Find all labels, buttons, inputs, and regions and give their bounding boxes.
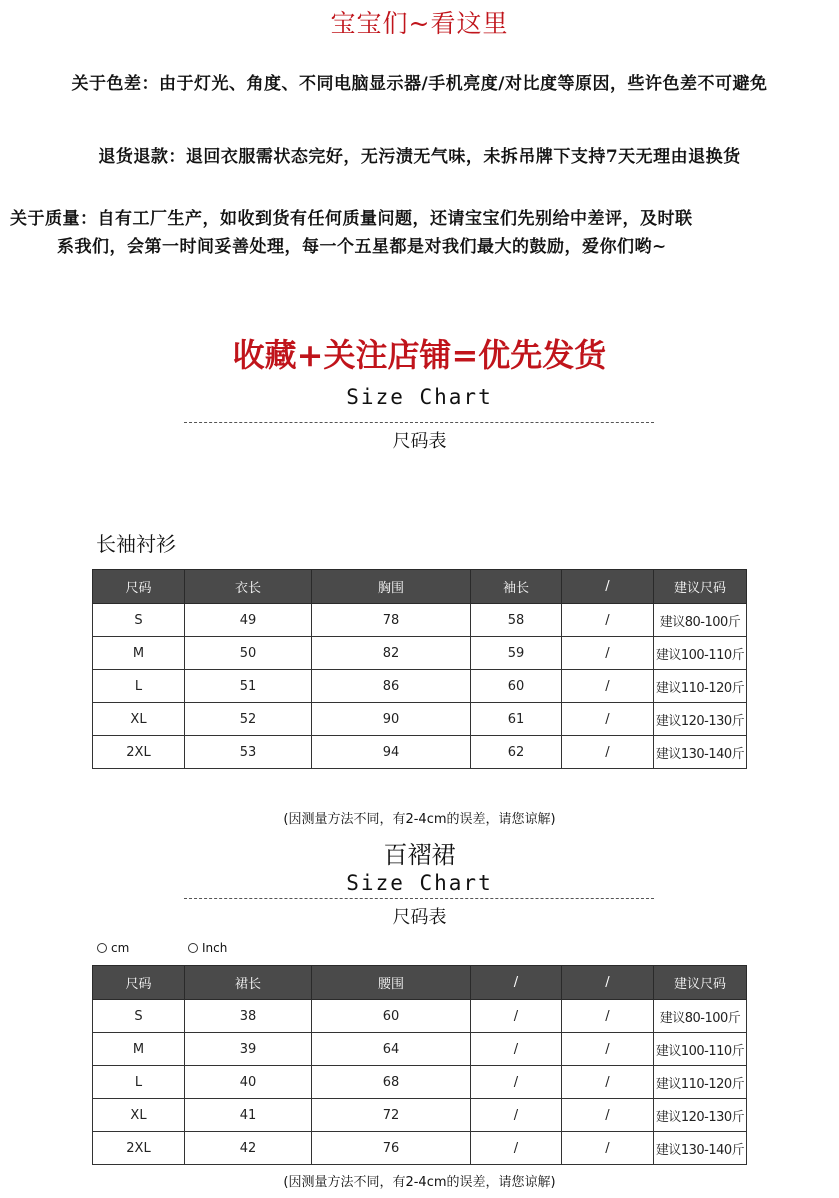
table-cell: /: [471, 1033, 562, 1066]
table-cell: 39: [185, 1033, 312, 1066]
table-cell: 建议100-110斤: [654, 637, 747, 670]
unit-option-label: cm: [111, 941, 130, 955]
header-cell: 尺码: [93, 570, 185, 604]
table-cell: 62: [471, 736, 562, 769]
table-cell: 2XL: [93, 1132, 185, 1165]
table-cell: /: [562, 604, 654, 637]
table-cell: 49: [185, 604, 312, 637]
notice-quality-line2: 系我们，会第一时间妥善处理，每一个五星都是对我们最大的鼓励，爱你们哟~: [57, 237, 667, 257]
unit-option-label: Inch: [202, 941, 228, 955]
table-row: [93, 1132, 747, 1165]
table-cell: L: [93, 670, 185, 703]
notice-color-difference: 关于色差：由于灯光、角度、不同电脑显示器/手机亮度/对比度等原因，些许色差不可避免: [71, 74, 768, 94]
table-cell: M: [93, 1033, 185, 1066]
size-chart-title-en: Size Chart: [346, 385, 493, 409]
table-header-row: [93, 966, 747, 1000]
header-cell: 尺码: [93, 966, 185, 1000]
table-cell: 建议80-100斤: [654, 604, 747, 637]
page-title: 宝宝们~看这里: [330, 9, 509, 38]
table-cell: 42: [185, 1132, 312, 1165]
header-cell: 腰围: [312, 966, 471, 1000]
table-cell: 建议110-120斤: [654, 670, 747, 703]
table-cell: 38: [185, 1000, 312, 1033]
skirt-size-chart-title-cn: 尺码表: [392, 907, 447, 928]
table-cell: 2XL: [93, 736, 185, 769]
table-row: [93, 736, 747, 769]
header-cell: 胸围: [312, 570, 471, 604]
table-row: [93, 1099, 747, 1132]
table-cell: 68: [312, 1066, 471, 1099]
table-cell: XL: [93, 1099, 185, 1132]
shirt-measurement-note: (因测量方法不同，有2-4cm的误差，请您谅解): [283, 812, 556, 827]
table-cell: M: [93, 637, 185, 670]
promo-banner: 收藏+关注店铺=优先发货: [232, 336, 607, 374]
table-cell: /: [562, 1099, 654, 1132]
table-cell: /: [562, 670, 654, 703]
table-cell: 建议120-130斤: [654, 1099, 747, 1132]
table-cell: /: [471, 1066, 562, 1099]
table-row: [93, 1033, 747, 1066]
table-row: [93, 670, 747, 703]
notice-quality-line1: 关于质量：自有工厂生产，如收到货有任何质量问题，还请宝宝们先别给中差评，及时联: [10, 209, 693, 229]
header-cell: /: [471, 966, 562, 1000]
skirt-size-chart-title-en: Size Chart: [346, 871, 493, 895]
table-cell: 82: [312, 637, 471, 670]
header-cell: /: [562, 570, 654, 604]
table-row: [93, 1066, 747, 1099]
table-cell: /: [471, 1000, 562, 1033]
table-cell: 76: [312, 1132, 471, 1165]
table-cell: /: [562, 1066, 654, 1099]
table-cell: 72: [312, 1099, 471, 1132]
table-cell: /: [562, 703, 654, 736]
divider: [184, 422, 654, 423]
table-cell: /: [471, 1132, 562, 1165]
unit-option-cm[interactable]: [97, 941, 129, 955]
header-cell: 建议尺码: [654, 966, 747, 1000]
table-row: [93, 703, 747, 736]
table-cell: 94: [312, 736, 471, 769]
header-cell: 裙长: [185, 966, 312, 1000]
table-cell: 90: [312, 703, 471, 736]
table-cell: 建议120-130斤: [654, 703, 747, 736]
header-cell: 衣长: [185, 570, 312, 604]
header-cell: /: [562, 966, 654, 1000]
table-cell: 51: [185, 670, 312, 703]
table-cell: /: [562, 1000, 654, 1033]
unit-option-inch[interactable]: [188, 941, 227, 955]
notice-refund: 退货退款：退回衣服需状态完好，无污渍无气味，未拆吊牌下支持7天无理由退换货: [98, 147, 741, 167]
skirt-size-table: [92, 965, 747, 1165]
table-cell: /: [562, 1132, 654, 1165]
table-cell: 52: [185, 703, 312, 736]
skirt-section-title: 百褶裙: [383, 841, 456, 869]
table-cell: 41: [185, 1099, 312, 1132]
shirt-section-title: 长袖衬衫: [96, 532, 176, 556]
table-cell: 59: [471, 637, 562, 670]
table-cell: S: [93, 1000, 185, 1033]
table-cell: /: [562, 736, 654, 769]
radio-circle-icon: [188, 943, 198, 953]
table-cell: 建议130-140斤: [654, 736, 747, 769]
table-cell: L: [93, 1066, 185, 1099]
header-cell: 袖长: [471, 570, 562, 604]
table-cell: /: [562, 1033, 654, 1066]
divider: [184, 898, 654, 899]
table-cell: /: [562, 637, 654, 670]
table-cell: 建议80-100斤: [654, 1000, 747, 1033]
table-cell: 建议110-120斤: [654, 1066, 747, 1099]
table-cell: 60: [312, 1000, 471, 1033]
radio-circle-icon: [97, 943, 107, 953]
table-cell: 58: [471, 604, 562, 637]
table-cell: 建议100-110斤: [654, 1033, 747, 1066]
table-cell: /: [471, 1099, 562, 1132]
table-cell: S: [93, 604, 185, 637]
table-cell: XL: [93, 703, 185, 736]
table-cell: 61: [471, 703, 562, 736]
shirt-size-table: [92, 569, 747, 769]
table-row: [93, 637, 747, 670]
header-cell: 建议尺码: [654, 570, 747, 604]
table-header-row: [93, 570, 747, 604]
table-row: [93, 604, 747, 637]
table-cell: 50: [185, 637, 312, 670]
table-cell: 60: [471, 670, 562, 703]
table-cell: 78: [312, 604, 471, 637]
skirt-measurement-note: (因测量方法不同，有2-4cm的误差，请您谅解): [283, 1175, 556, 1190]
table-row: [93, 1000, 747, 1033]
table-cell: 64: [312, 1033, 471, 1066]
size-chart-title-cn: 尺码表: [392, 431, 447, 452]
table-cell: 建议130-140斤: [654, 1132, 747, 1165]
table-cell: 40: [185, 1066, 312, 1099]
table-cell: 53: [185, 736, 312, 769]
table-cell: 86: [312, 670, 471, 703]
